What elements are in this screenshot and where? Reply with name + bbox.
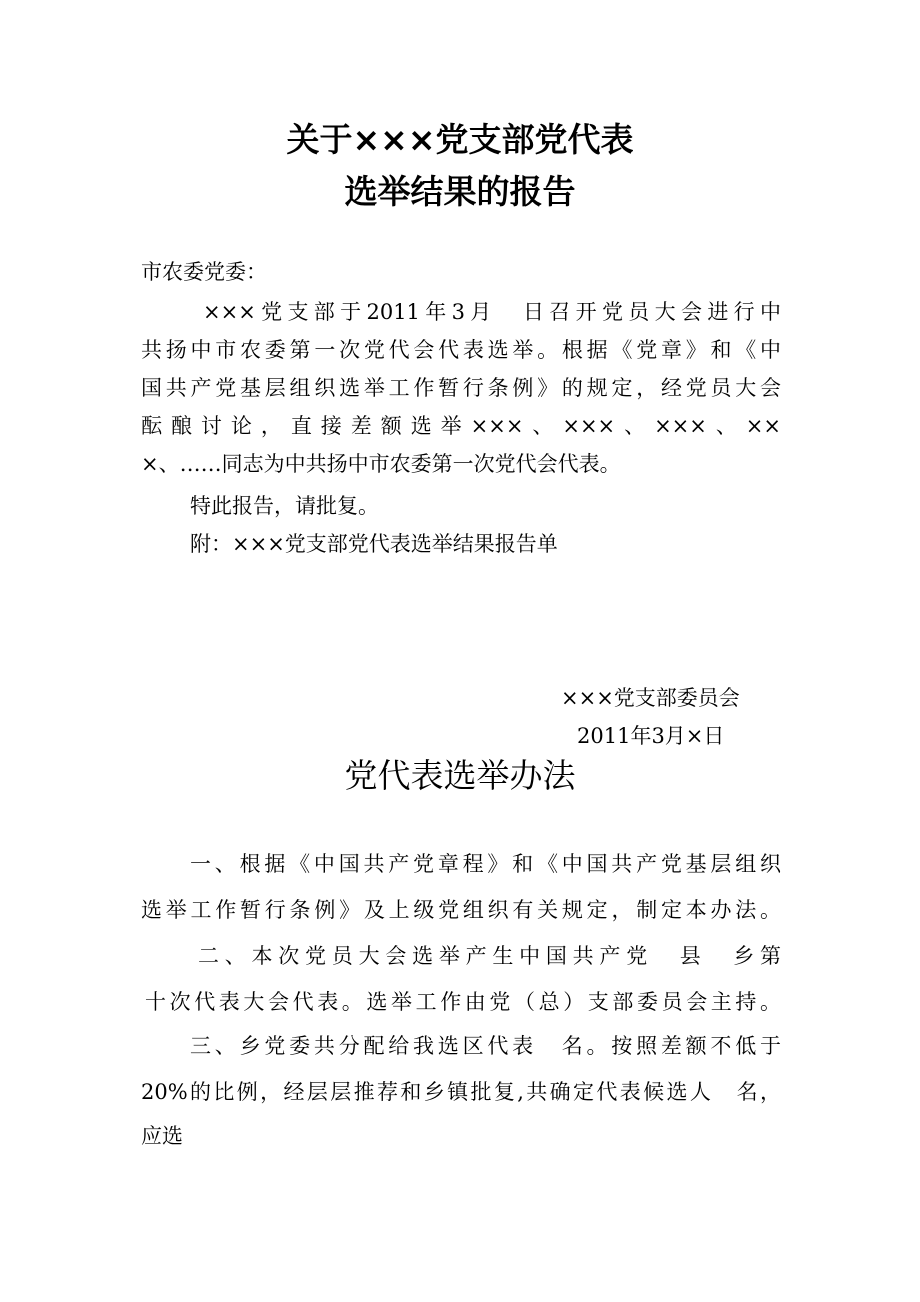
report-title-line-1: 关于×××党支部党代表 xyxy=(286,120,634,159)
report-title-line-2: 选举结果的报告 xyxy=(344,172,576,211)
signature-organization: ×××党支部委员会 xyxy=(561,686,740,710)
report-body-line-5: ×、……同志为中共扬中市农委第一次党代会代表。 xyxy=(141,452,621,476)
report-body-line-3: 国共产党基层组织选举工作暂行条例》的规定，经党员大会 xyxy=(141,376,781,400)
method-line-4: 十次代表大会代表。选举工作由党（总）支部委员会主持。 xyxy=(145,990,781,1014)
attachment-note: 附：×××党支部党代表选举结果报告单 xyxy=(190,532,558,556)
method-line-3: 二、本次党员大会选举产生中国共产党 县 乡第 xyxy=(198,944,781,968)
method-line-6: 20%的比例，经层层推荐和乡镇批复,共确定代表候选人 名， xyxy=(141,1080,781,1104)
report-body-line-2: 共扬中市农委第一次党代会代表选举。根据《党章》和《中 xyxy=(141,338,781,362)
signature-date: 2011年3月×日 xyxy=(577,724,725,748)
report-body-line-4: 酝酿讨论，直接差额选举×××、×××、×××、×× xyxy=(141,414,781,438)
report-body-line-1: ×××党支部于2011年3月 日召开党员大会进行中 xyxy=(203,300,781,324)
salutation: 市农委党委： xyxy=(141,260,267,284)
method-line-2: 选举工作暂行条例》及上级党组织有关规定，制定本办法。 xyxy=(141,898,781,922)
method-line-5: 三、乡党委共分配给我选区代表 名。按照差额不低于 xyxy=(190,1034,781,1058)
method-line-1: 一、根据《中国共产党章程》和《中国共产党基层组织 xyxy=(190,852,781,876)
method-line-7: 应选 xyxy=(141,1124,183,1148)
method-title: 党代表选举办法 xyxy=(344,756,576,795)
closing-text: 特此报告，请批复。 xyxy=(190,494,379,518)
